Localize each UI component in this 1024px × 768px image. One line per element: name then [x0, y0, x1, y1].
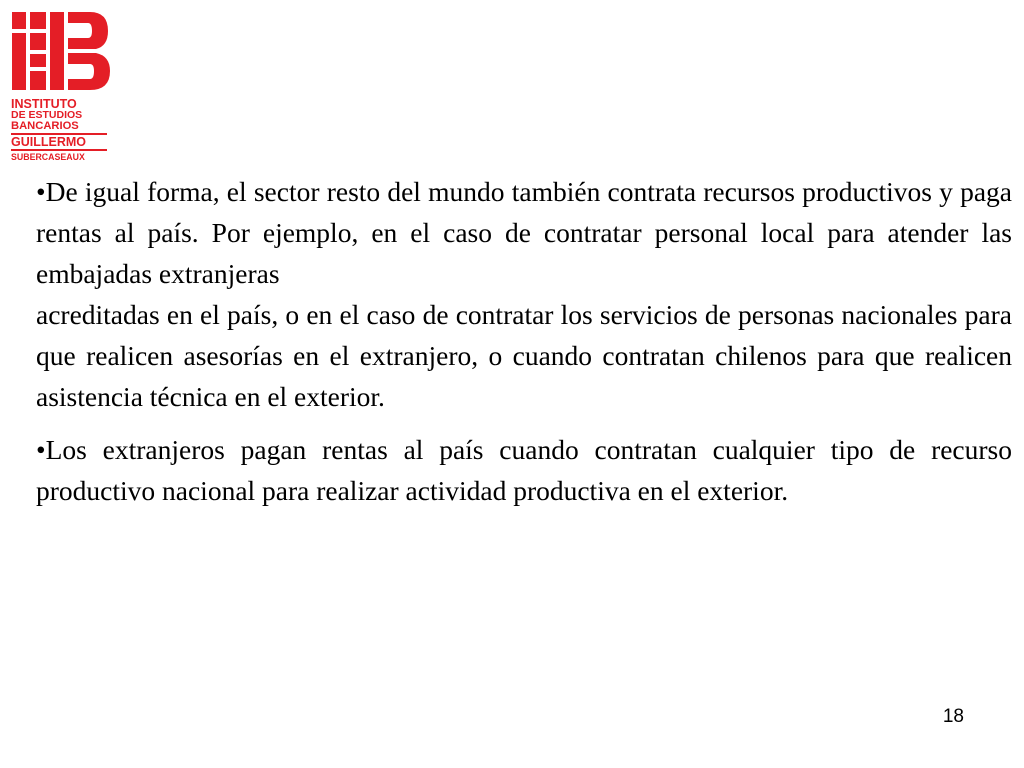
logo-line: BANCARIOS — [11, 120, 79, 132]
logo-line: GUILLERMO — [11, 135, 86, 149]
paragraph-1-text-a: •De igual forma, el sector resto del mundo también contrata recursos productivos y paga rentas al país. Por ejemplo, en el caso de contratar personal local para atender las embajadas extranjeras — [36, 176, 1012, 289]
slide-body — [36, 171, 1012, 511]
logo-bowl-bottom — [68, 53, 110, 90]
logo-line: INSTITUTO — [11, 97, 77, 111]
logo-wordmark — [11, 98, 107, 162]
logo-block — [30, 54, 46, 67]
page-number: 18 — [942, 706, 964, 727]
bullet-paragraph-2: •Los extranjeros pagan rentas al país cuando contratan cualquier tipo de recurso productivo nacional para realizar actividad productiva en el exterior. — [36, 434, 1012, 506]
logo-line: DE ESTUDIOS — [11, 109, 83, 121]
ieb-logo-icon — [12, 12, 110, 90]
paragraph-1-text-b: acreditadas en el país, o en el caso de contratar los servicios de personas nacionales para que realicen asesorías en el extranjero, o cuando contratan chilenos para que realicen asistencia técnica en el exterior. — [36, 299, 1012, 412]
logo-block — [30, 12, 46, 29]
institute-logo — [10, 12, 114, 162]
logo-block — [30, 71, 46, 90]
logo-block — [50, 12, 64, 90]
logo-block — [30, 33, 46, 50]
logo-bowl-top — [68, 12, 108, 49]
logo-line: SUBERCASEAUX — [11, 152, 85, 162]
logo-block — [12, 12, 26, 29]
logo-block — [12, 33, 26, 90]
logo-divider — [11, 149, 107, 151]
bullet-paragraph-1 — [36, 171, 1012, 417]
